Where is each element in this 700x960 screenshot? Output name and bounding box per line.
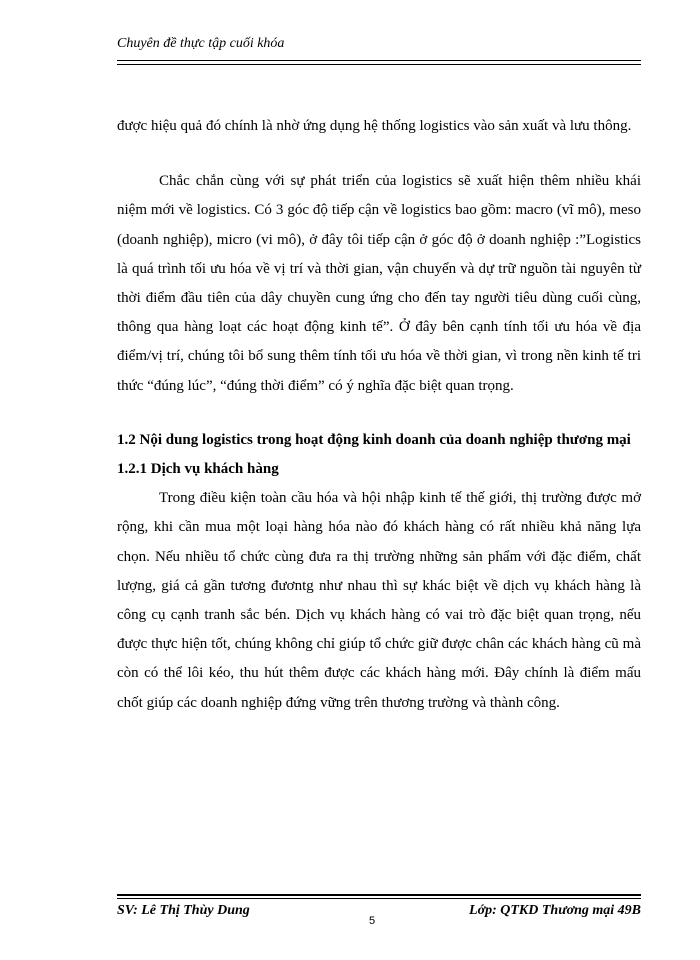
footer-student-name: SV: Lê Thị Thùy Dung <box>117 903 250 918</box>
footer-rule-thin <box>117 898 641 899</box>
paragraph-customer-service: Trong điều kiện toàn cầu hóa và hội nhập kinh tế thế giới, thị trường được mở rộng, khi cần mua một loại hàng hóa nào đó khách hàng có rất nhiều khả năng lựa chọn. Nếu nhiều tổ chức cùng đưa ra thị trường những sản phẩm với đặc điểm, chất lượng, giá cả gần tương đươntg như nhau thì sự khác biệt về dịch vụ khách hàng là công cụ cạnh tranh sắc bén. Dịch vụ khách hàng có vai trò đặc biệt quan trọng, nếu được thực hiện tốt, chúng không chỉ giúp tổ chức giữ được chân các khách hàng cũ mà còn có thể lôi kéo, thu hút thêm được các khách hàng mới. Đây chính là điểm mấu chốt giúp các doanh nghiệp đứng vững trên thương trường và thành công. <box>117 490 641 711</box>
page-header-title: Chuyên đề thực tập cuối khóa <box>117 36 285 51</box>
footer-class-name: Lớp: QTKD Thương mại 49B <box>469 903 641 918</box>
subsection-heading-1-2-1: 1.2.1 Dịch vụ khách hàng <box>117 461 279 478</box>
page-number: 5 <box>369 915 376 927</box>
paragraph-continuation: được hiệu quả đó chính là nhờ ứng dụng hệ thống logistics vào sản xuất và lưu thông. <box>117 118 632 134</box>
header-rule <box>117 60 641 65</box>
section-heading-1-2: 1.2 Nội dung logistics trong hoạt động kinh doanh của doanh nghiệp thương mại <box>117 431 631 448</box>
footer-rule-thick <box>117 894 641 896</box>
page-body <box>117 112 641 718</box>
paragraph-logistics-concept: Chắc chắn cùng với sự phát triển của logistics sẽ xuất hiện thêm nhiều khái niệm mới về logistics. Có 3 góc độ tiếp cận về logistics bao gồm: macro (vĩ mô), meso (doanh nghiệp), micro (vi mô), ở đây tôi tiếp cận ở góc độ ở doanh nghiệp :”Logistics là quá trình tối ưu hóa về vị trí và thời gian, vận chuyển và dự trữ nguồn tài nguyên từ thời điểm đầu tiên của dây chuyền cung ứng cho đến tay người tiêu dùng cuối cùng, thông qua hàng loạt các hoạt động kinh tế”. Ở đây bên cạnh tính tối ưu hóa về địa điểm/vị trí, chúng tôi bổ sung thêm tính tối ưu hóa về thời gian, vì trong nền kinh tế tri thức “đúng lúc”, “đúng thời điểm” có ý nghĩa đặc biệt quan trọng. <box>117 173 641 394</box>
